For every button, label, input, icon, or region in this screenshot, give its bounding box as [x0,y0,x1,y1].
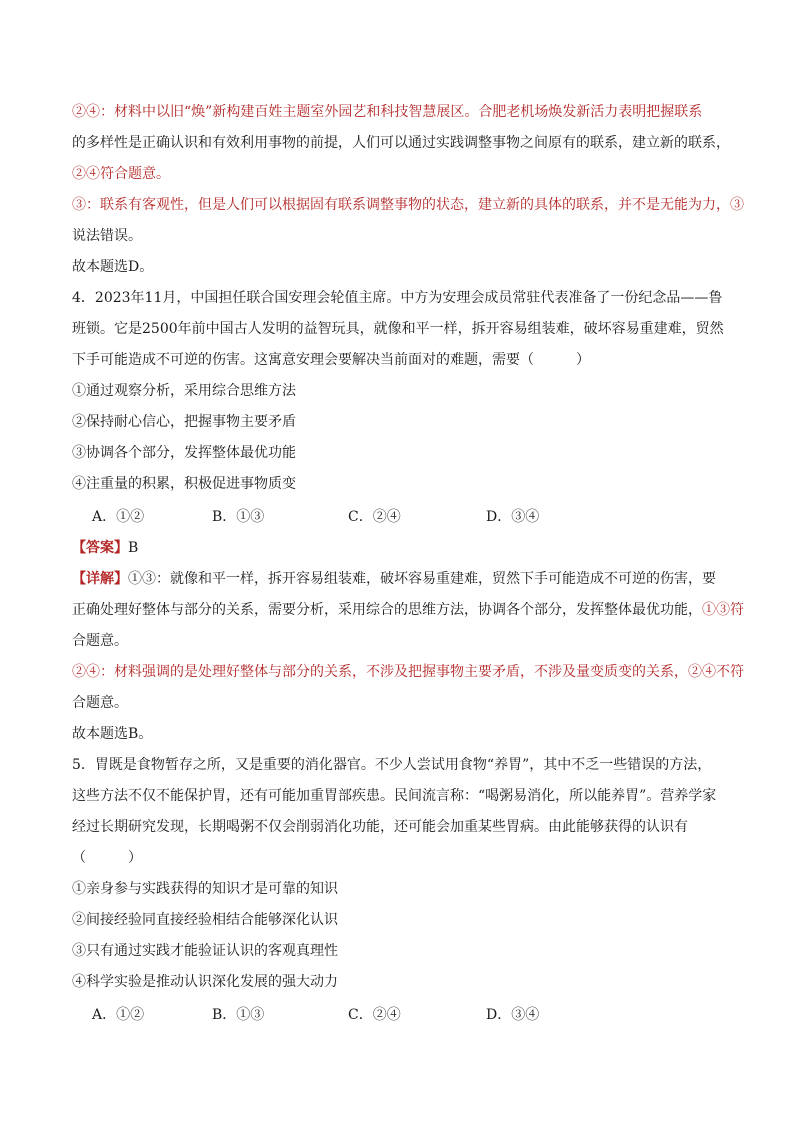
q4-item: ①通过观察分析，采用综合思维方法 [72,383,296,399]
q3-conclusion: 故本题选D。 [72,259,154,275]
option-c[interactable]: C．②④ [348,1007,401,1023]
q4-item: ③协调各个部分，发挥整体最优功能 [72,445,296,461]
analysis-text: ①③：就像和平一样，拆开容易组装难，破坏容易重建难，贸然下手可能造成不可逆的伤害，要 [128,571,716,587]
q4-conclusion: 故本题选B。 [72,726,153,742]
option-c[interactable]: C．②④ [348,509,401,525]
q4-analysis-line [72,569,716,589]
q4-analysis-line: 合题意。 [72,695,128,711]
q5-item: ①亲身参与实践获得的知识才是可靠的知识 [72,881,338,897]
q5-stem-line: （ ） [72,850,142,866]
q5-item: ④科学实验是推动认识深化发展的强大动力 [72,974,338,990]
q4-item: ②保持耐心信心，把握事物主要矛盾 [72,414,296,430]
q5-item: ③只有通过实践才能验证认识的客观真理性 [72,943,338,959]
analysis-text: 正确处理好整体与部分的关系，需要分析，采用综合的思维方法，协调各个部分，发挥整体最优功能， [72,602,702,618]
q4-stem-line: 班锁。它是2500年前中国古人发明的益智玩具，就像和平一样，拆开容易组装难，破坏容易重建难，贸然 [72,321,724,337]
q5-stem-line: 5．胃既是食物暂存之所，又是重要的消化器官。不少人尝试用食物“养胃”，其中不乏一些错误的方法， [72,757,712,773]
q5-item: ②间接经验同直接经验相结合能够深化认识 [72,912,338,928]
option-d[interactable]: D．③④ [486,509,540,525]
q4-item: ④注重量的积累，积极促进事物质变 [72,476,296,492]
q3-analysis-line: ②④符合题意。 [72,166,170,182]
answer-tag: 【答案】 [72,540,128,556]
option-a[interactable]: A．①② [92,1007,145,1023]
q3-analysis-line: 说法错误。 [72,228,142,244]
q4-stem-line: 下手可能造成不可逆的伤害。这寓意安理会要解决当前面对的难题，需要（ ） [72,352,590,368]
analysis-text-red: ①③符 [702,602,744,618]
q4-analysis-line: 合题意。 [72,633,128,649]
q4-stem-line: 4．2023年11月，中国担任联合国安理会轮值主席。中方为安理会成员常驻代表准备了一份纪念品——鲁 [72,290,723,306]
option-a[interactable]: A．①② [92,509,145,525]
analysis-tag: 【详解】 [72,571,128,587]
q3-analysis-line [72,133,730,153]
q4-analysis-line: ②④：材料强调的是处理好整体与部分的关系，不涉及把握事物主要矛盾，不涉及量变质变的关系，②④不符 [72,664,744,680]
q5-stem-line: 这些方法不仅不能保护胃，还有可能加重胃部疾患。民间流言称：“喝粥易消化，所以能养胃”。营养学家 [72,788,717,804]
q3-analysis-line: ③：联系有客观性，但是人们可以根据固有联系调整事物的状态，建立新的具体的联系，并不是无能为力，③ [72,197,744,213]
option-b[interactable]: B．①③ [212,509,265,525]
answer-value: B [128,540,139,556]
q4-answer [72,538,138,558]
q5-stem-line: 经过长期研究发现，长期喝粥不仅会削弱消化功能，还可能会加重某些胃病。由此能够获得的认识有 [72,819,688,835]
q4-analysis-line [72,600,744,620]
option-d[interactable]: D．③④ [486,1007,540,1023]
option-b[interactable]: B．①③ [212,1007,265,1023]
q3-analysis-line: ②④：材料中以旧“焕”新构建百姓主题室外园艺和科技智慧展区。合肥老机场焕发新活力表明把握联系 [72,104,703,120]
q3-analysis-text: 的多样性是正确认识和有效利用事物的前提，人们可以通过实践调整事物之间原有的联系，建立新的联系， [72,135,730,151]
